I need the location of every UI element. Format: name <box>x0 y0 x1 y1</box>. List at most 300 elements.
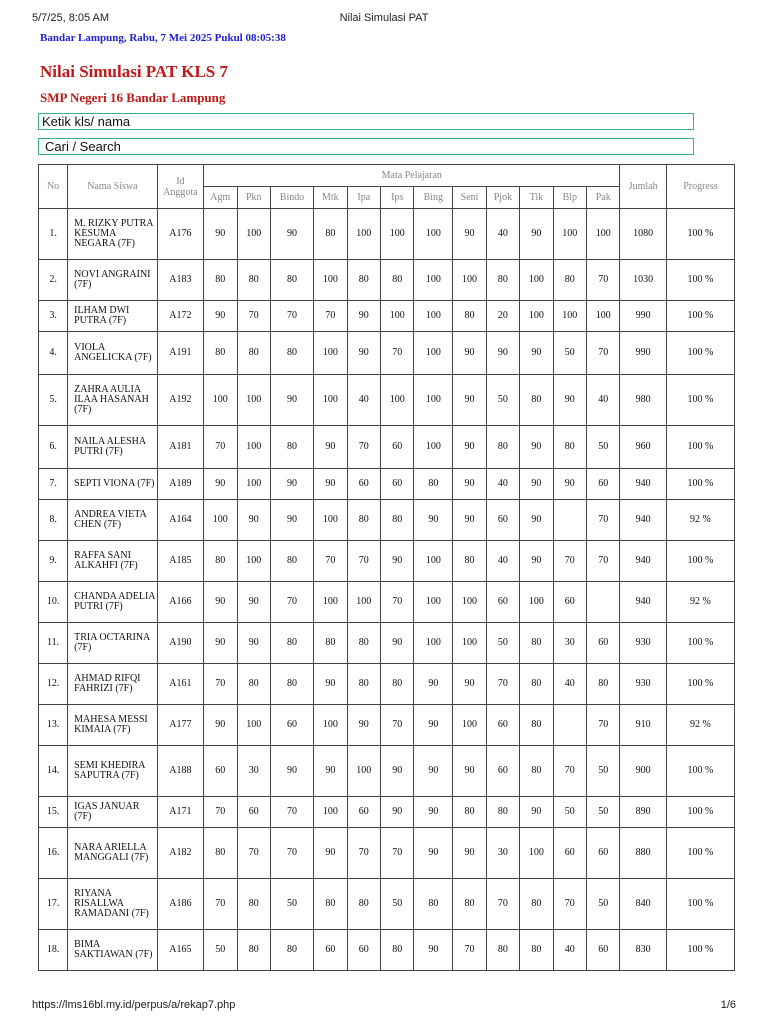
score-pkn: 60 <box>237 797 270 828</box>
score-bing: 100 <box>414 260 453 301</box>
table-row <box>39 582 735 623</box>
header-subjects-group: Mata Pelajaran <box>204 165 620 187</box>
score-pjok: 50 <box>486 375 519 426</box>
score-ipa: 80 <box>347 500 380 541</box>
table-row <box>39 260 735 301</box>
student-name: ZAHRA AULIA ILAA HASANAH (7F) <box>68 375 158 426</box>
score-mtk: 80 <box>314 623 347 664</box>
header-subject-agm: Agm <box>204 187 237 209</box>
student-name: IGAS JANUAR (7F) <box>68 797 158 828</box>
score-pkn: 100 <box>237 705 270 746</box>
score-pak: 70 <box>587 705 620 746</box>
score-ipa: 60 <box>347 469 380 500</box>
score-pjok: 40 <box>486 469 519 500</box>
score-bing: 80 <box>414 469 453 500</box>
score-mtk: 90 <box>314 746 347 797</box>
score-pjok: 40 <box>486 541 519 582</box>
print-page-title: Nilai Simulasi PAT <box>339 12 429 24</box>
student-name: SEMI KHEDIRA SAPUTRA (7F) <box>68 746 158 797</box>
score-agm: 80 <box>204 332 237 375</box>
header-subject-bing: Bing <box>414 187 453 209</box>
score-table <box>38 164 735 971</box>
score-blp: 40 <box>553 930 586 971</box>
score-pak: 50 <box>587 797 620 828</box>
score-pkn: 100 <box>237 469 270 500</box>
student-name: AHMAD RIFQI FAHRIZI (7F) <box>68 664 158 705</box>
table-row <box>39 828 735 879</box>
score-pjok: 40 <box>486 209 519 260</box>
score-ipa: 70 <box>347 541 380 582</box>
row-number: 15. <box>39 797 68 828</box>
print-datetime: 5/7/25, 8:05 AM <box>32 12 110 24</box>
score-blp: 60 <box>553 828 586 879</box>
member-id: A177 <box>157 705 203 746</box>
score-pkn: 80 <box>237 879 270 930</box>
score-bindo: 80 <box>270 541 313 582</box>
score-agm: 100 <box>204 500 237 541</box>
score-pkn: 80 <box>237 930 270 971</box>
score-pak: 70 <box>587 541 620 582</box>
total-score: 1030 <box>620 260 666 301</box>
score-ipa: 80 <box>347 879 380 930</box>
print-url: https://lms16bl.my.id/perpus/a/rekap7.php <box>32 999 236 1011</box>
score-ipa: 80 <box>347 623 380 664</box>
print-page-number: 1/6 <box>720 999 736 1011</box>
score-mtk: 100 <box>314 500 347 541</box>
score-bindo: 90 <box>270 500 313 541</box>
score-ips: 80 <box>380 930 413 971</box>
print-footer <box>32 999 736 1011</box>
progress-value: 92 % <box>666 705 734 746</box>
table-row <box>39 541 735 582</box>
score-pjok: 30 <box>486 828 519 879</box>
score-pkn: 70 <box>237 301 270 332</box>
score-seni: 70 <box>453 930 486 971</box>
score-bing: 100 <box>414 582 453 623</box>
score-ipa: 80 <box>347 664 380 705</box>
score-mtk: 100 <box>314 332 347 375</box>
score-pjok: 60 <box>486 500 519 541</box>
score-tik: 90 <box>520 500 553 541</box>
student-name: NAILA ALESHA PUTRI (7F) <box>68 426 158 469</box>
score-ipa: 100 <box>347 746 380 797</box>
table-row <box>39 375 735 426</box>
member-id: A181 <box>157 426 203 469</box>
total-score: 990 <box>620 332 666 375</box>
search-input[interactable] <box>38 113 694 130</box>
score-bing: 90 <box>414 930 453 971</box>
score-mtk: 90 <box>314 664 347 705</box>
score-tik: 90 <box>520 541 553 582</box>
score-ips: 80 <box>380 500 413 541</box>
score-bindo: 90 <box>270 209 313 260</box>
student-name: RAFFA SANI ALKAHFI (7F) <box>68 541 158 582</box>
total-score: 890 <box>620 797 666 828</box>
student-name: RIYANA RISALLWA RAMADANI (7F) <box>68 879 158 930</box>
search-button[interactable]: Cari / Search <box>38 138 694 155</box>
table-row <box>39 797 735 828</box>
score-pak: 50 <box>587 426 620 469</box>
score-pak <box>587 582 620 623</box>
member-id: A191 <box>157 332 203 375</box>
score-ips: 90 <box>380 746 413 797</box>
header-subject-ipa: Ipa <box>347 187 380 209</box>
member-id: A166 <box>157 582 203 623</box>
score-agm: 90 <box>204 705 237 746</box>
row-number: 6. <box>39 426 68 469</box>
score-tik: 80 <box>520 879 553 930</box>
score-ips: 80 <box>380 260 413 301</box>
score-bing: 90 <box>414 828 453 879</box>
score-mtk: 100 <box>314 260 347 301</box>
score-pjok: 80 <box>486 426 519 469</box>
score-bing: 100 <box>414 375 453 426</box>
score-pjok: 60 <box>486 582 519 623</box>
row-number: 16. <box>39 828 68 879</box>
score-blp: 70 <box>553 879 586 930</box>
score-pkn: 90 <box>237 500 270 541</box>
score-agm: 90 <box>204 301 237 332</box>
header-total: Jumlah <box>620 165 666 209</box>
row-number: 2. <box>39 260 68 301</box>
score-seni: 100 <box>453 705 486 746</box>
score-bing: 90 <box>414 500 453 541</box>
row-number: 14. <box>39 746 68 797</box>
table-row <box>39 930 735 971</box>
member-id: A188 <box>157 746 203 797</box>
score-bing: 100 <box>414 209 453 260</box>
score-ipa: 90 <box>347 301 380 332</box>
student-name: NOVI ANGRAINI (7F) <box>68 260 158 301</box>
page-title: Nilai Simulasi PAT KLS 7 <box>40 62 228 81</box>
score-pak: 40 <box>587 375 620 426</box>
score-pak: 100 <box>587 301 620 332</box>
score-ips: 60 <box>380 426 413 469</box>
score-seni: 90 <box>453 664 486 705</box>
score-ipa: 90 <box>347 332 380 375</box>
header-name: Nama Siswa <box>68 165 158 209</box>
score-ipa: 70 <box>347 828 380 879</box>
header-subject-mtk: Mtk <box>314 187 347 209</box>
score-tik: 90 <box>520 469 553 500</box>
score-agm: 100 <box>204 375 237 426</box>
score-seni: 90 <box>453 209 486 260</box>
score-agm: 80 <box>204 260 237 301</box>
score-tik: 80 <box>520 623 553 664</box>
score-agm: 90 <box>204 209 237 260</box>
score-ips: 80 <box>380 664 413 705</box>
member-id: A182 <box>157 828 203 879</box>
score-blp: 80 <box>553 426 586 469</box>
score-bindo: 90 <box>270 746 313 797</box>
score-blp: 50 <box>553 797 586 828</box>
score-bing: 100 <box>414 301 453 332</box>
score-seni: 90 <box>453 500 486 541</box>
score-ips: 70 <box>380 332 413 375</box>
score-blp: 30 <box>553 623 586 664</box>
score-agm: 90 <box>204 623 237 664</box>
total-score: 940 <box>620 541 666 582</box>
total-score: 940 <box>620 582 666 623</box>
score-bindo: 90 <box>270 469 313 500</box>
score-tik: 80 <box>520 664 553 705</box>
row-number: 17. <box>39 879 68 930</box>
score-bing: 90 <box>414 797 453 828</box>
score-seni: 100 <box>453 582 486 623</box>
table-row <box>39 623 735 664</box>
score-pjok: 60 <box>486 705 519 746</box>
score-blp: 100 <box>553 301 586 332</box>
score-seni: 80 <box>453 301 486 332</box>
row-number: 10. <box>39 582 68 623</box>
score-blp: 70 <box>553 541 586 582</box>
score-tik: 80 <box>520 705 553 746</box>
score-mtk: 90 <box>314 469 347 500</box>
header-subject-seni: Seni <box>453 187 486 209</box>
score-tik: 90 <box>520 209 553 260</box>
score-seni: 90 <box>453 746 486 797</box>
score-pak: 80 <box>587 664 620 705</box>
score-pkn: 100 <box>237 209 270 260</box>
total-score: 910 <box>620 705 666 746</box>
score-agm: 60 <box>204 746 237 797</box>
score-bing: 80 <box>414 879 453 930</box>
score-bindo: 80 <box>270 426 313 469</box>
member-id: A186 <box>157 879 203 930</box>
score-ips: 70 <box>380 828 413 879</box>
score-blp: 60 <box>553 582 586 623</box>
school-name: SMP Negeri 16 Bandar Lampung <box>40 90 226 105</box>
score-pak: 60 <box>587 828 620 879</box>
score-pjok: 20 <box>486 301 519 332</box>
table-row <box>39 746 735 797</box>
table-row <box>39 332 735 375</box>
score-bing: 100 <box>414 426 453 469</box>
score-agm: 80 <box>204 828 237 879</box>
student-name: SEPTI VIONA (7F) <box>68 469 158 500</box>
score-bindo: 60 <box>270 705 313 746</box>
progress-value: 92 % <box>666 500 734 541</box>
row-number: 8. <box>39 500 68 541</box>
score-ips: 70 <box>380 582 413 623</box>
score-pak: 60 <box>587 623 620 664</box>
score-pjok: 60 <box>486 746 519 797</box>
score-bindo: 80 <box>270 623 313 664</box>
score-pkn: 100 <box>237 426 270 469</box>
row-number: 12. <box>39 664 68 705</box>
score-pak: 50 <box>587 879 620 930</box>
score-mtk: 70 <box>314 301 347 332</box>
score-tik: 100 <box>520 260 553 301</box>
score-tik: 100 <box>520 582 553 623</box>
score-blp: 40 <box>553 664 586 705</box>
score-bindo: 80 <box>270 930 313 971</box>
progress-value: 100 % <box>666 797 734 828</box>
score-pkn: 90 <box>237 623 270 664</box>
row-number: 18. <box>39 930 68 971</box>
member-id: A183 <box>157 260 203 301</box>
score-bindo: 80 <box>270 332 313 375</box>
score-pjok: 50 <box>486 623 519 664</box>
score-pak: 60 <box>587 469 620 500</box>
total-score: 880 <box>620 828 666 879</box>
score-mtk: 90 <box>314 828 347 879</box>
score-bindo: 70 <box>270 301 313 332</box>
total-score: 840 <box>620 879 666 930</box>
row-number: 4. <box>39 332 68 375</box>
table-row <box>39 209 735 260</box>
header-subject-tik: Tik <box>520 187 553 209</box>
score-bing: 90 <box>414 746 453 797</box>
student-name: NARA ARIELLA MANGGALI (7F) <box>68 828 158 879</box>
print-header <box>32 12 736 24</box>
total-score: 980 <box>620 375 666 426</box>
header-no: No <box>39 165 68 209</box>
score-bindo: 80 <box>270 260 313 301</box>
total-score: 1080 <box>620 209 666 260</box>
score-bindo: 90 <box>270 375 313 426</box>
score-blp: 90 <box>553 469 586 500</box>
score-pak: 50 <box>587 746 620 797</box>
score-seni: 90 <box>453 469 486 500</box>
progress-value: 100 % <box>666 879 734 930</box>
progress-value: 100 % <box>666 260 734 301</box>
score-pak: 100 <box>587 209 620 260</box>
score-blp: 90 <box>553 375 586 426</box>
score-mtk: 70 <box>314 541 347 582</box>
score-agm: 70 <box>204 426 237 469</box>
score-seni: 90 <box>453 828 486 879</box>
score-bing: 90 <box>414 664 453 705</box>
score-mtk: 60 <box>314 930 347 971</box>
header-subject-blp: Blp <box>553 187 586 209</box>
member-id: A185 <box>157 541 203 582</box>
score-pjok: 80 <box>486 930 519 971</box>
score-agm: 90 <box>204 469 237 500</box>
score-bindo: 50 <box>270 879 313 930</box>
score-ips: 50 <box>380 879 413 930</box>
score-seni: 100 <box>453 260 486 301</box>
progress-value: 92 % <box>666 582 734 623</box>
total-score: 940 <box>620 469 666 500</box>
header-subject-ips: Ips <box>380 187 413 209</box>
score-pkn: 100 <box>237 375 270 426</box>
score-bindo: 80 <box>270 664 313 705</box>
student-name: ILHAM DWI PUTRA (7F) <box>68 301 158 332</box>
total-score: 900 <box>620 746 666 797</box>
member-id: A192 <box>157 375 203 426</box>
score-blp: 70 <box>553 746 586 797</box>
score-pkn: 80 <box>237 332 270 375</box>
member-id: A176 <box>157 209 203 260</box>
header-id: Id Anggota <box>157 165 203 209</box>
score-pkn: 100 <box>237 541 270 582</box>
member-id: A190 <box>157 623 203 664</box>
score-agm: 70 <box>204 879 237 930</box>
score-ipa: 40 <box>347 375 380 426</box>
score-pak: 70 <box>587 332 620 375</box>
score-pjok: 80 <box>486 260 519 301</box>
progress-value: 100 % <box>666 332 734 375</box>
score-ipa: 80 <box>347 260 380 301</box>
score-pkn: 30 <box>237 746 270 797</box>
progress-value: 100 % <box>666 469 734 500</box>
student-name: M. RIZKY PUTRA KESUMA NEGARA (7F) <box>68 209 158 260</box>
score-bindo: 70 <box>270 582 313 623</box>
score-ipa: 70 <box>347 426 380 469</box>
table-row <box>39 469 735 500</box>
score-mtk: 100 <box>314 797 347 828</box>
member-id: A172 <box>157 301 203 332</box>
score-mtk: 80 <box>314 879 347 930</box>
score-agm: 80 <box>204 541 237 582</box>
header-subject-pjok: Pjok <box>486 187 519 209</box>
score-bing: 100 <box>414 623 453 664</box>
score-ips: 100 <box>380 375 413 426</box>
student-name: BIMA SAKTIAWAN (7F) <box>68 930 158 971</box>
table-row <box>39 664 735 705</box>
score-tik: 80 <box>520 930 553 971</box>
score-mtk: 100 <box>314 375 347 426</box>
row-number: 5. <box>39 375 68 426</box>
score-ipa: 100 <box>347 209 380 260</box>
student-name: CHANDA ADELIA PUTRI (7F) <box>68 582 158 623</box>
score-tik: 100 <box>520 828 553 879</box>
progress-value: 100 % <box>666 746 734 797</box>
progress-value: 100 % <box>666 209 734 260</box>
row-number: 13. <box>39 705 68 746</box>
student-name: MAHESA MESSI KIMAIA (7F) <box>68 705 158 746</box>
score-ips: 100 <box>380 209 413 260</box>
student-name: ANDREA VIETA CHEN (7F) <box>68 500 158 541</box>
header-subject-pak: Pak <box>587 187 620 209</box>
score-pkn: 80 <box>237 260 270 301</box>
score-pjok: 70 <box>486 879 519 930</box>
score-pak: 60 <box>587 930 620 971</box>
total-score: 930 <box>620 664 666 705</box>
progress-value: 100 % <box>666 623 734 664</box>
header-progress: Progress <box>666 165 734 209</box>
score-tik: 90 <box>520 797 553 828</box>
row-number: 7. <box>39 469 68 500</box>
table-row <box>39 301 735 332</box>
score-tik: 100 <box>520 301 553 332</box>
score-tik: 80 <box>520 375 553 426</box>
score-ipa: 90 <box>347 705 380 746</box>
score-seni: 90 <box>453 375 486 426</box>
score-mtk: 100 <box>314 582 347 623</box>
score-ipa: 60 <box>347 797 380 828</box>
progress-value: 100 % <box>666 828 734 879</box>
score-bing: 100 <box>414 541 453 582</box>
score-pkn: 80 <box>237 664 270 705</box>
score-seni: 80 <box>453 797 486 828</box>
score-tik: 90 <box>520 426 553 469</box>
row-number: 11. <box>39 623 68 664</box>
score-agm: 70 <box>204 664 237 705</box>
total-score: 830 <box>620 930 666 971</box>
progress-value: 100 % <box>666 664 734 705</box>
score-bindo: 70 <box>270 797 313 828</box>
total-score: 990 <box>620 301 666 332</box>
member-id: A165 <box>157 930 203 971</box>
score-pak: 70 <box>587 500 620 541</box>
score-seni: 80 <box>453 879 486 930</box>
score-ips: 90 <box>380 797 413 828</box>
score-blp: 100 <box>553 209 586 260</box>
score-blp <box>553 500 586 541</box>
score-mtk: 90 <box>314 426 347 469</box>
